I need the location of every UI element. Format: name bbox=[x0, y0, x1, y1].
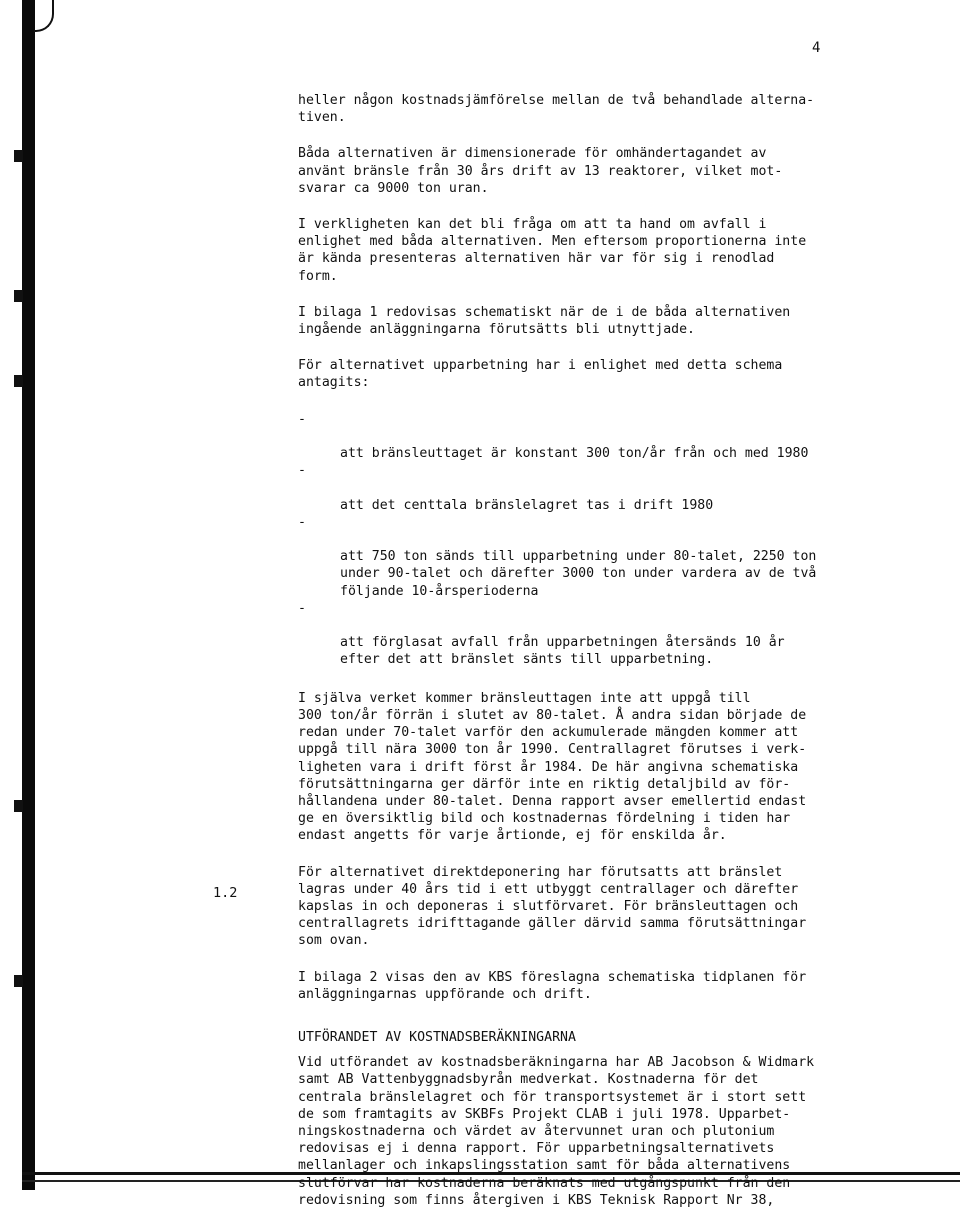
list-item bbox=[298, 600, 846, 669]
section-title: UTFÖRANDET AV KOSTNADSBERÄKNINGARNA bbox=[298, 1029, 576, 1045]
paragraph: I själva verket kommer bränsleuttagen inte att uppgå till 300 ton/år förrän i slutet av 80-talet. Å andra sidan började de redan under 70-talet varför den ackumulerade mängden kommer att uppgå till nära 3000 ton år 1990. Centrallagret förutses i verk- ligheten vara i drift först år 1984. De här angivna schematiska förutsättningarna ger därför inte en riktig detaljbild av för- hållandena under 80-talet. Denna rapport avser emellertid endast ge en översiktlig bild och kostnadernas fördelning i tiden har endast angetts för varje årtionde, ej för enskilda år. bbox=[298, 690, 807, 844]
list-dash: - bbox=[298, 463, 306, 479]
scan-top-curve bbox=[34, 0, 54, 32]
list-dash: - bbox=[298, 600, 306, 616]
paragraph: För alternativet upparbetning har i enlighet med detta schema antagits: bbox=[298, 358, 783, 391]
list-item-text: att det centtala bränslelagret tas i drift 1980 bbox=[340, 497, 714, 513]
page-number: 4 bbox=[812, 40, 821, 56]
paragraph: I bilaga 1 redovisas schematiskt när de i de båda alternativen ingående anläggningarna förutsätts bli utnyttjade. bbox=[298, 304, 791, 338]
paragraph: I verkligheten kan det bli fråga om att ta hand om avfall i enlighet med båda alternativen. Men eftersom proportionerna inte är kända presenteras alternativen här var för sig i renodlad form. bbox=[298, 217, 807, 284]
scan-binding-edge bbox=[22, 0, 35, 1190]
list-item bbox=[298, 514, 846, 600]
scan-edge-mark bbox=[14, 375, 23, 387]
list-dash: - bbox=[298, 514, 306, 530]
list-item-text: att bränsleuttaget är konstant 300 ton/år från och med 1980 bbox=[340, 446, 809, 462]
paragraph: För alternativet direktdeponering har förutsatts att bränslet lagras under 40 års tid i ett utbyggt centrallager och därefter kapslas in och deponeras i slutförvaret. För bränsleuttagen och centrallagrets idrifttagande gäller därvid samma förutsättningar som ovan. bbox=[298, 864, 807, 949]
paragraph: I bilaga 2 visas den av KBS föreslagna schematiska tidplanen för anläggningarnas uppförande och drift. bbox=[298, 969, 807, 1002]
paragraph: Båda alternativen är dimensionerade för omhändertagandet av använt bränsle från 30 års drift av 13 reaktorer, vilket mot- svarar ca 9000 ton uran. bbox=[298, 146, 783, 196]
list-dash: - bbox=[298, 411, 306, 427]
scan-edge-mark bbox=[14, 975, 23, 987]
document-body bbox=[298, 92, 846, 1228]
scan-edge-mark bbox=[14, 150, 23, 162]
section-number: 1.2 bbox=[213, 885, 238, 901]
list-item-text: att 750 ton sänds till upparbetning under 80-talet, 2250 ton under 90-talet och därefter 3000 ton under vardera av de två följande 10-årsperioderna bbox=[340, 549, 817, 599]
list-item bbox=[298, 462, 846, 514]
scan-edge-mark bbox=[14, 800, 23, 812]
list-item bbox=[298, 411, 846, 463]
section-body: Vid utförandet av kostnadsberäkningarna har AB Jacobson & Widmark samt AB Vattenbyggnadsbyrån medverkat. Kostnaderna för det centrala bränslelagret och för transportsystemet är i stort sett de som framtagits av SKBFs Projekt CLAB i juli 1978. Upparbet- ningskostnaderna och värdet av återvunnet uran och plutonium redovisas ej i denna rapport. För upparbetningsalternativets mellanlager och inkapslingsstation samt för båda alternativens slutförvar har kostnaderna beräknats med utgångspunkt från den redovisning som finns återgiven i KBS Teknisk Rapport Nr 38, bbox=[298, 1055, 815, 1208]
scan-edge-mark bbox=[14, 290, 23, 302]
list-item-text: att förglasat avfall från upparbetningen återsänds 10 år efter det att bränslet sänts till upparbetning. bbox=[340, 635, 785, 668]
assumption-list bbox=[298, 411, 846, 669]
paragraph: heller någon kostnadsjämförelse mellan de två behandlade alterna- tiven. bbox=[298, 93, 815, 126]
